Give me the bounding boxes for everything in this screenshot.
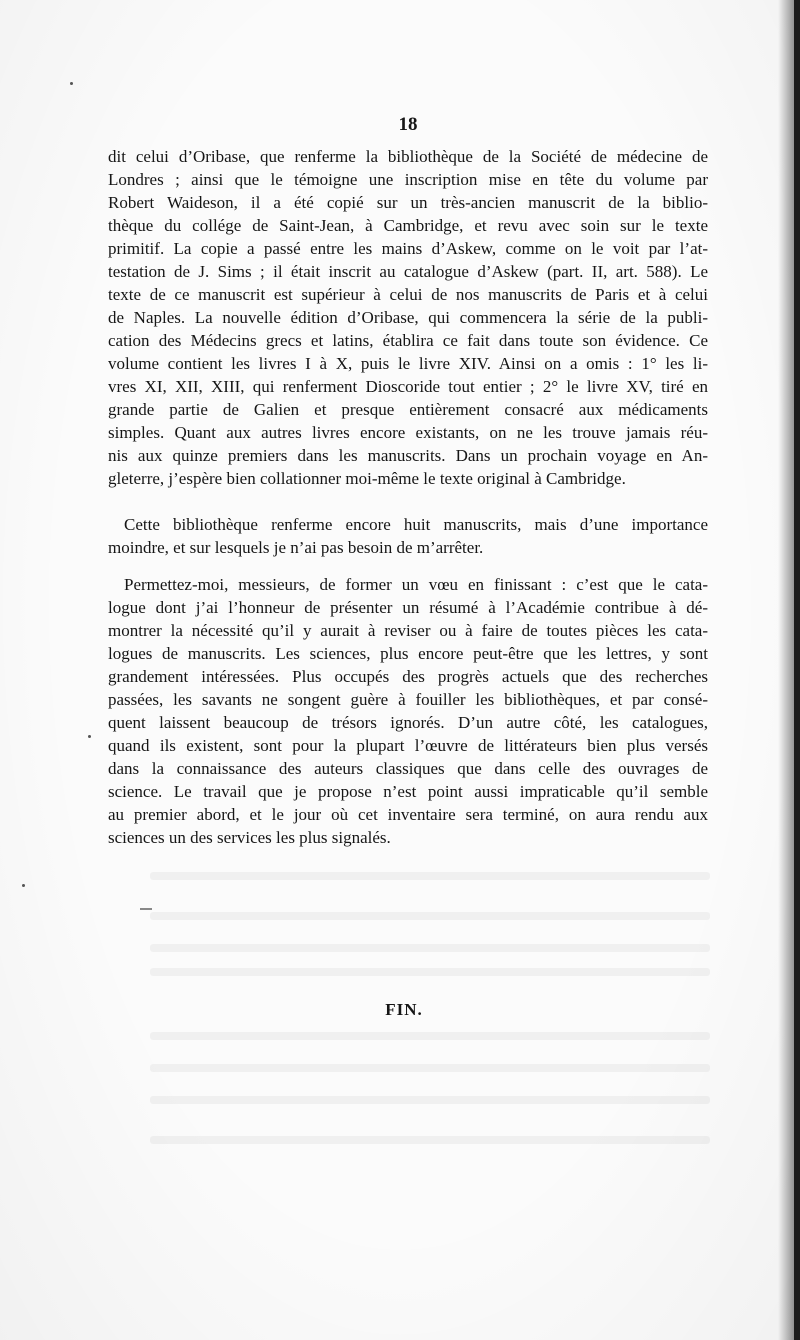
text-line: quent laissent beaucoup de trésors ignorés. D’un autre côté, les catalogues,: [108, 713, 708, 732]
show-through-text: [150, 944, 710, 952]
text-line: moindre, et sur lesquels je n’ai pas besoin de m’arrêter.: [108, 538, 484, 557]
text-line: testation de J. Sims ; il était inscrit au catalogue d’Askew (part. II, art. 588). Le: [108, 262, 708, 281]
show-through-text: [150, 1032, 710, 1040]
show-through-text: [150, 1136, 710, 1144]
text-line: simples. Quant aux autres livres encore existants, on ne les trouve jamais réu-: [108, 423, 708, 442]
text-line: primitif. La copie a passé entre les mains d’Askew, comme on le voit par l’at-: [108, 239, 708, 258]
text-line: Cette bibliothèque renferme encore huit manuscrits, mais d’une importance: [124, 515, 708, 534]
text-line: sciences un des services les plus signalés.: [108, 828, 391, 847]
text-line: gleterre, j’espère bien collationner moi-même le texte original à Cambridge.: [108, 469, 626, 488]
text-line: au premier abord, et le jour où cet inventaire sera terminé, on aura rendu aux: [108, 805, 708, 824]
text-line: cation des Médecins grecs et latins, établira ce fait dans toute son évidence. Ce: [108, 331, 708, 350]
show-through-text: [150, 1064, 710, 1072]
paragraph-1: [108, 145, 708, 490]
text-line: science. Le travail que je propose n’est point aussi impraticable qu’il semble: [108, 782, 708, 801]
text-line: grandement intéressées. Plus occupés des progrès actuels que des recherches: [108, 667, 708, 686]
text-line: grande partie de Galien et presque entièrement consacré aux médicaments: [108, 400, 708, 419]
page-number: 18: [398, 114, 418, 135]
paragraph-3: [108, 573, 708, 849]
text-line: logues de manuscrits. Les sciences, plus encore peut-être que les lettres, y sont: [108, 644, 708, 663]
speck-mark: [70, 82, 73, 85]
page-edge: [794, 0, 800, 1340]
text-line: vres XI, XII, XIII, qui renferment Dioscoride tout entier ; 2° le livre XV, tiré en: [108, 377, 708, 396]
text-line: nis aux quinze premiers dans les manuscrits. Dans un prochain voyage en An-: [108, 446, 708, 465]
closing-fin: FIN.: [385, 1000, 423, 1019]
show-through-text: [150, 968, 710, 976]
text-line: thèque du collége de Saint-Jean, à Cambridge, et revu avec soin sur le texte: [108, 216, 708, 235]
speck-mark: [22, 884, 25, 887]
text-line: Permettez-moi, messieurs, de former un vœu en finissant : c’est que le cata-: [124, 575, 708, 594]
text-line: texte de ce manuscrit est supérieur à celui de nos manuscrits de Paris et à celui: [108, 285, 708, 304]
text-line: passées, les savants ne songent guère à fouiller les bibliothèques, et par consé-: [108, 690, 708, 709]
paragraph-2: [108, 513, 708, 559]
text-line: montrer la nécessité qu’il y aurait à reviser ou à faire de toutes pièces les cata-: [108, 621, 708, 640]
speck-mark: [88, 735, 91, 738]
text-line: quand ils existent, sont pour la plupart l’œuvre de littérateurs bien plus versés: [108, 736, 708, 755]
text-line: volume contient les livres I à X, puis le livre XIV. Ainsi on a omis : 1° les li-: [108, 354, 708, 373]
text-line: de Naples. La nouvelle édition d’Oribase, qui commencera la série de la publi-: [108, 308, 708, 327]
show-through-text: [150, 912, 710, 920]
text-line: dit celui d’Oribase, que renferme la bibliothèque de la Société de médecine de: [108, 147, 708, 166]
text-line: Robert Waideson, il a été copié sur un très-ancien manuscrit de la biblio-: [108, 193, 708, 212]
text-line: dans la connaissance des auteurs classiques que dans celle des ouvrages de: [108, 759, 708, 778]
show-through-text: [150, 1096, 710, 1104]
text-line: Londres ; ainsi que le témoigne une inscription mise en tête du volume par: [108, 170, 708, 189]
text-line: logue dont j’ai l’honneur de présenter un résumé à l’Académie contribue à dé-: [108, 598, 708, 617]
stray-dash-mark: [140, 908, 152, 910]
show-through-text: [150, 872, 710, 880]
